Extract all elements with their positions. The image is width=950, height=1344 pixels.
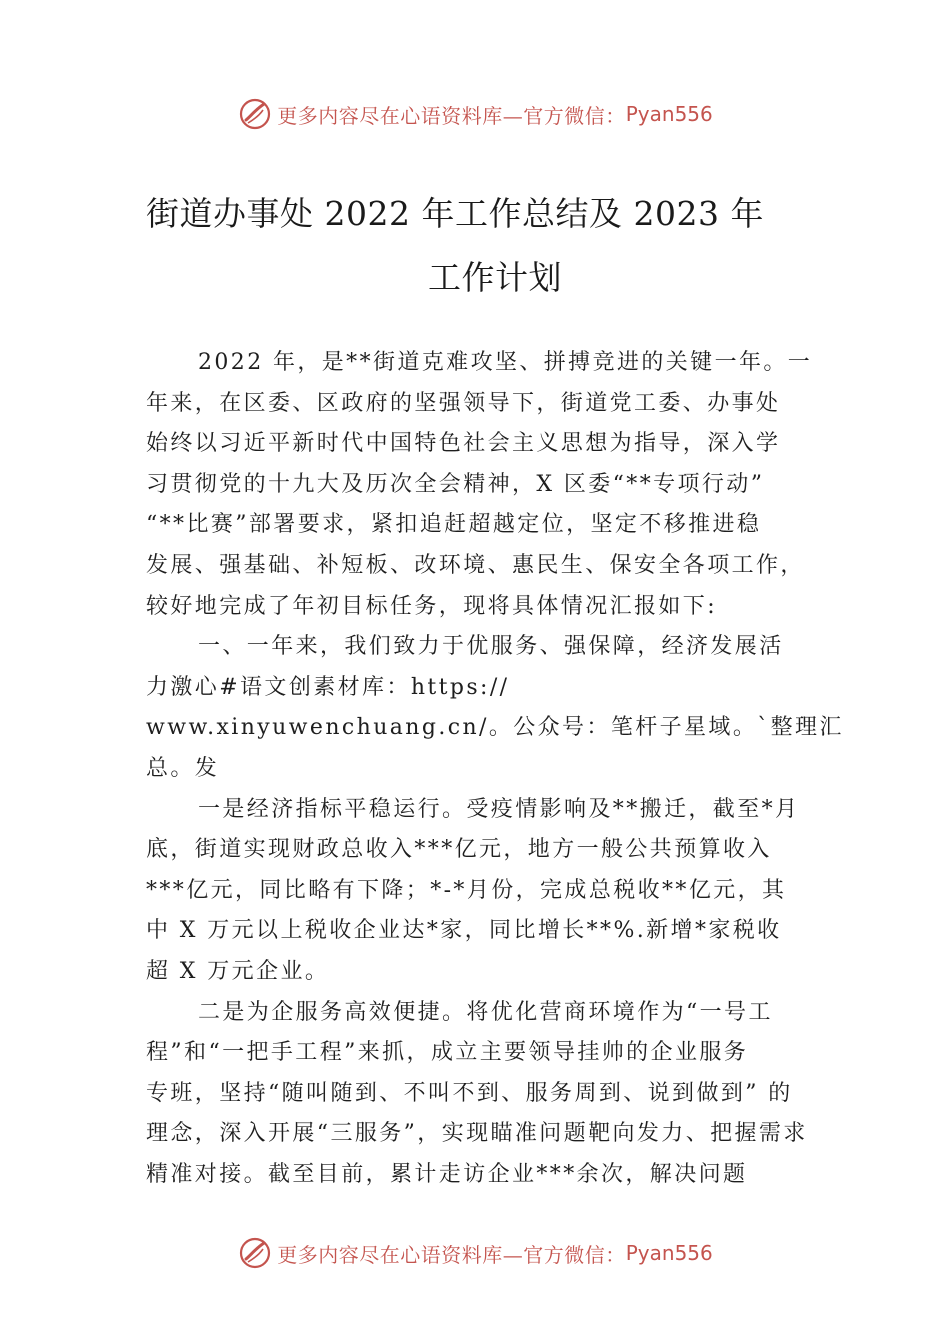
body-line: 始终以习近平新时代中国特色社会主义思想为指导，深入学 — [146, 431, 781, 457]
banner-text: 更多内容尽在心语资料库—官方微信： — [277, 103, 626, 128]
document-title-line-2: 工作计划 — [428, 258, 562, 297]
body-line: 中 X 万元以上税收企业达*家，同比增长**%.新增*家税收 — [146, 918, 782, 944]
body-line: 精准对接。截至目前，累计走访企业***余次，解决问题 — [146, 1161, 748, 1187]
document-title-line-1: 街道办事处 2022 年工作总结及 2023 年 — [146, 194, 764, 233]
document-body — [146, 343, 844, 1195]
body-line: www.xinyuwenchuang.cn/。公众号：笔杆子星域。`整理汇 — [146, 715, 844, 741]
brush-logo-icon — [237, 96, 273, 132]
body-line: 一是经济指标平稳运行。受疫情影响及**搬迁，截至*月 — [198, 796, 800, 822]
body-line: 底，街道实现财政总收入***亿元，地方一般公共预算收入 — [146, 837, 772, 863]
footer-banner — [0, 1233, 950, 1273]
brush-logo-icon — [237, 1235, 273, 1271]
header-banner — [0, 94, 950, 134]
banner-text: 更多内容尽在心语资料库—官方微信： — [277, 1242, 626, 1267]
body-line: 总。发 — [146, 755, 220, 781]
body-line: 较好地完成了年初目标任务，现将具体情况汇报如下: — [146, 593, 718, 619]
body-line: “**比赛”部署要求，紧扣追赶超越定位，坚定不移推进稳 — [146, 512, 762, 538]
body-line: 发展、强基础、补短板、改环境、惠民生、保安全各项工作， — [146, 552, 805, 578]
body-line: 超 X 万元企业。 — [146, 958, 330, 984]
body-line: 程”和“一把手工程”来抓，成立主要领导挂帅的企业服务 — [146, 1040, 749, 1066]
body-line: 理念，深入开展“三服务”，实现瞄准问题靶向发力、把握需求 — [146, 1121, 808, 1147]
body-line: 年来，在区委、区政府的坚强领导下，街道党工委、办事处 — [146, 390, 781, 416]
wechat-id: Pyan556 — [625, 1241, 713, 1265]
body-line: 二是为企服务高效便捷。将优化营商环境作为“一号工 — [198, 999, 773, 1025]
body-line: ***亿元，同比略有下降；*-*月份，完成总税收**亿元，其 — [146, 877, 787, 903]
body-line: 2022 年，是**街道克难攻坚、拼搏竞进的关键一年。一 — [198, 350, 813, 375]
body-line: 力激心#语文创素材库：https:// — [146, 674, 510, 700]
body-line: 一、一年来，我们致力于优服务、强保障，经济发展活 — [198, 634, 784, 660]
body-line: 专班，坚持“随叫随到、不叫不到、服务周到、说到做到” 的 — [146, 1080, 793, 1106]
body-line: 习贯彻党的十九大及历次全会精神，X 区委“**专项行动” — [146, 471, 765, 497]
wechat-id: Pyan556 — [625, 102, 713, 126]
